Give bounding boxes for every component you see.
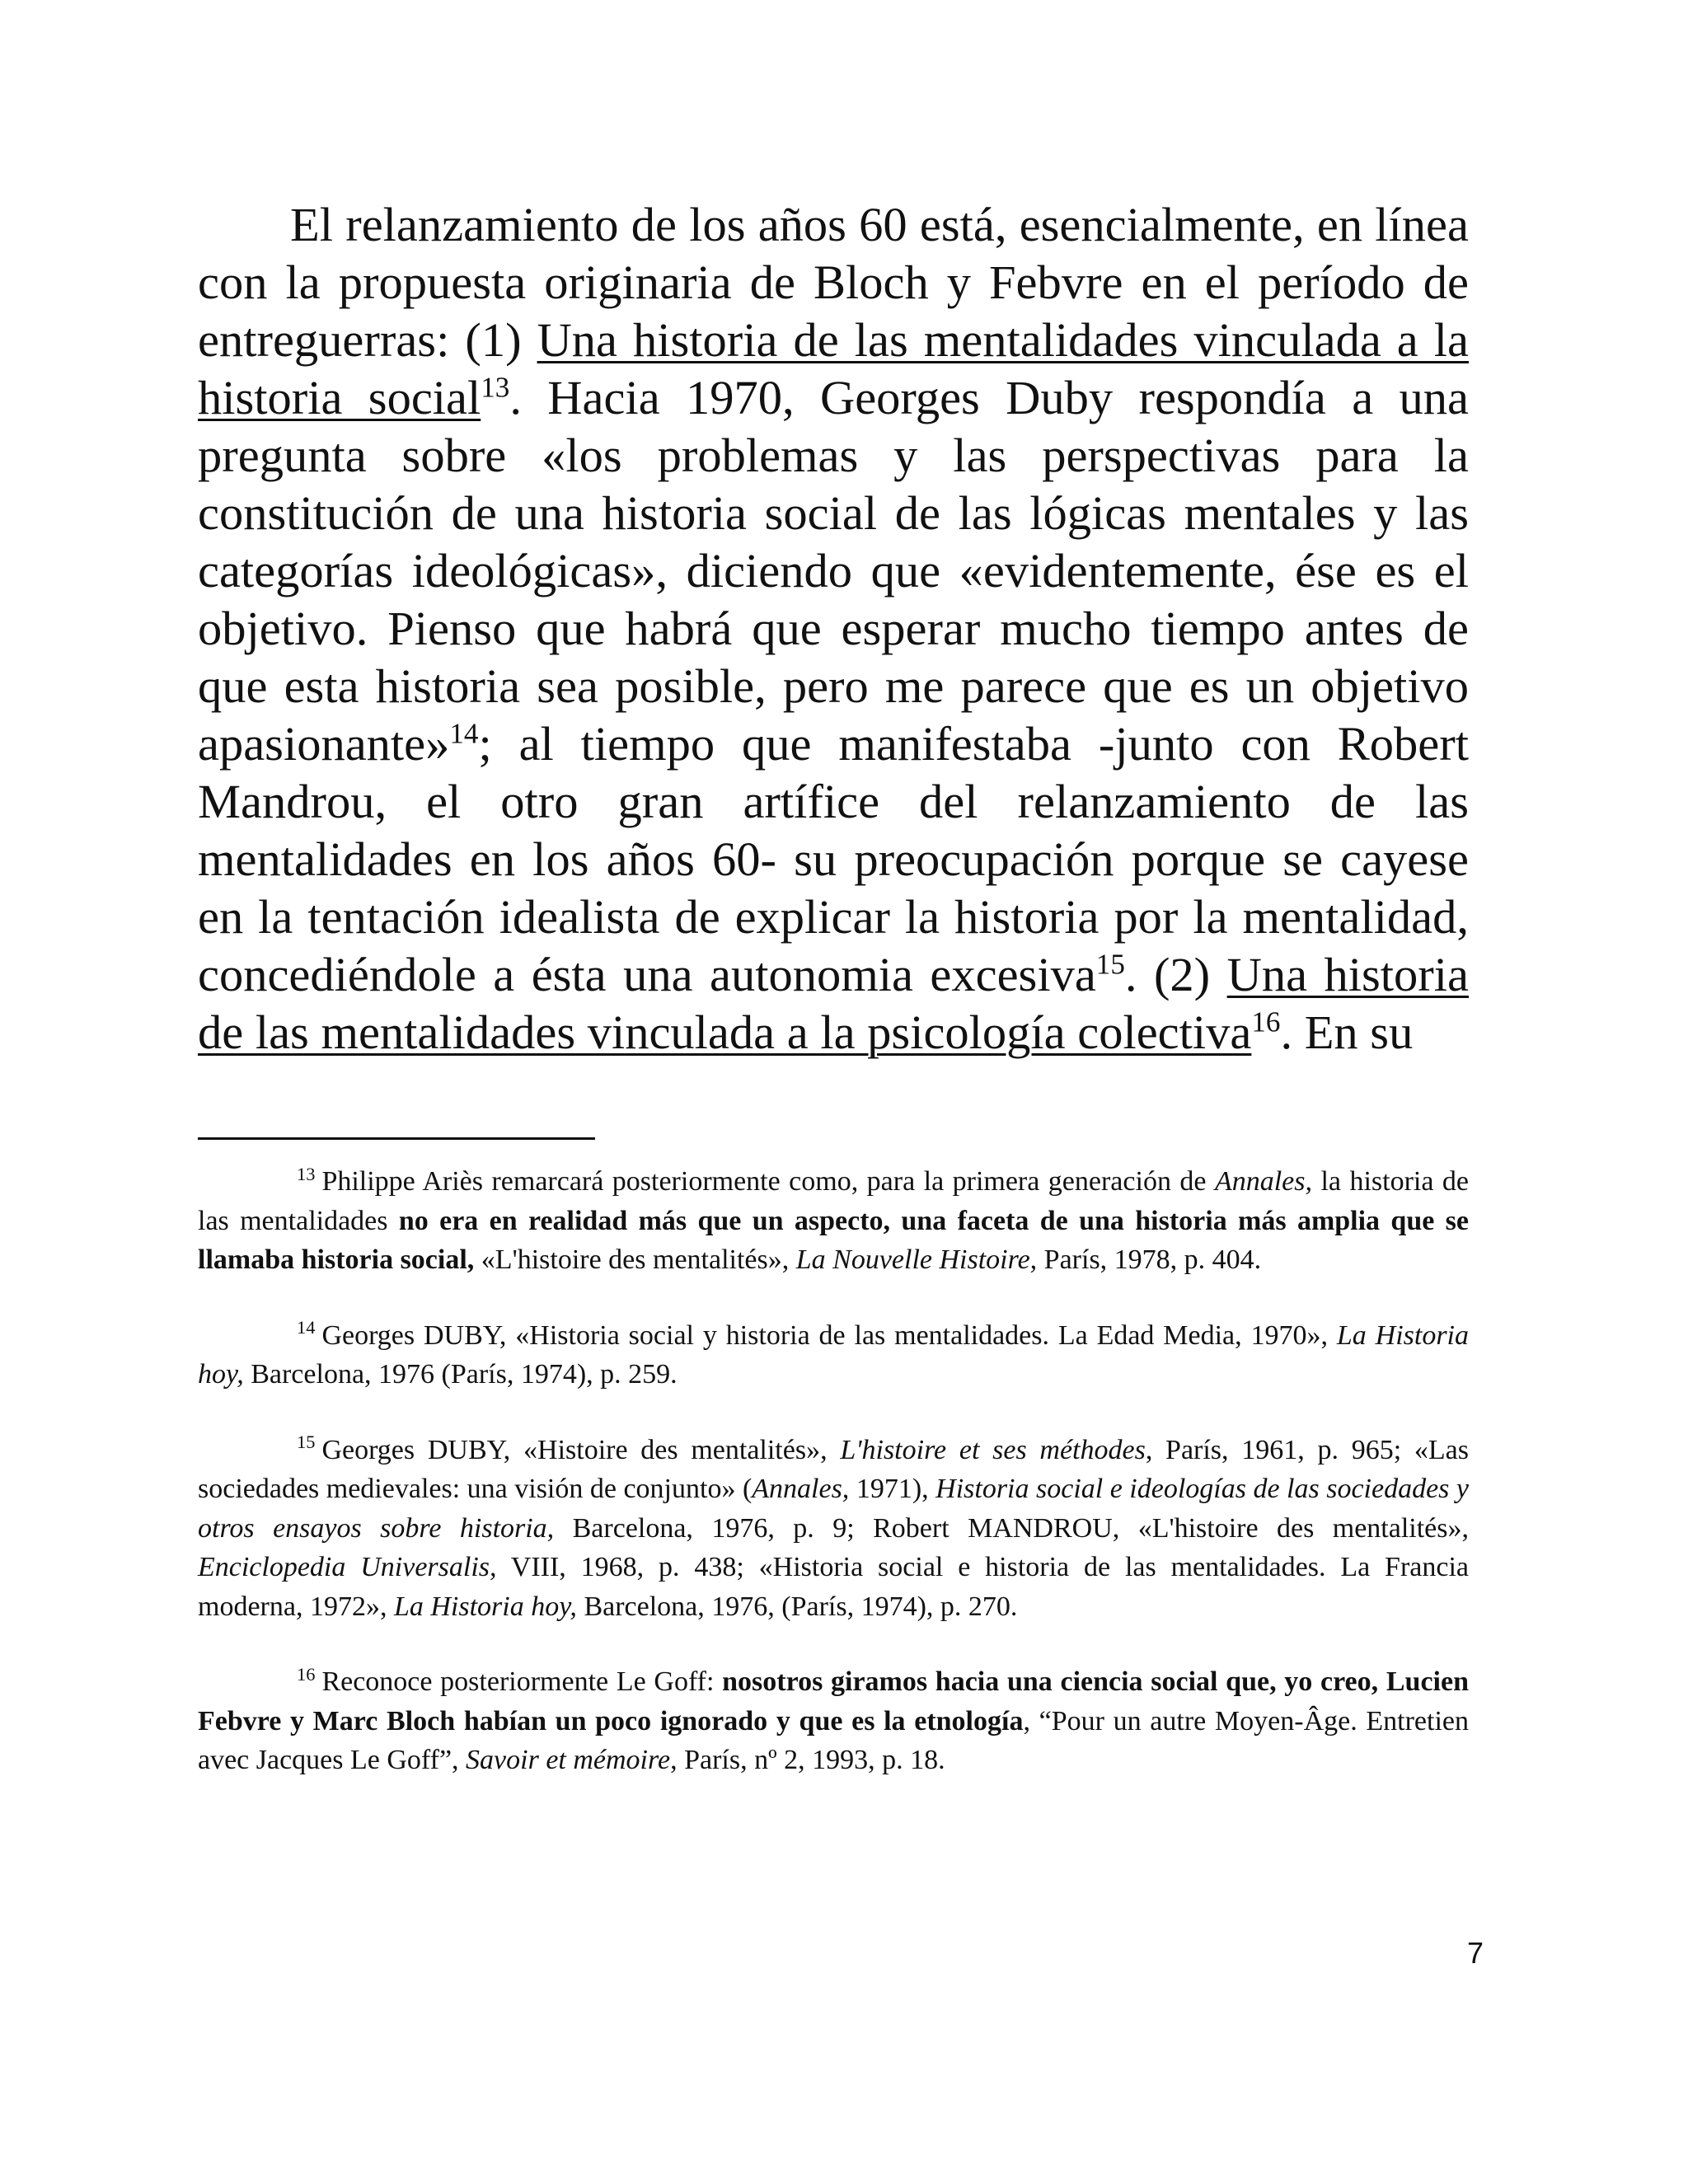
footnote-italic: Annales, <box>1214 1166 1312 1197</box>
footnote-13 <box>198 1162 1469 1280</box>
body-paragraph <box>198 196 1469 1062</box>
body-text-segment: El relanzamiento de los años 60 está, esencialmente, en línea con la propuesta originaria de Bloch y Febvre en el período de entreguerras: (1) <box>198 198 1469 367</box>
footnotes-section <box>198 1162 1469 1816</box>
footnote-text: «L'histoire des mentalités», <box>474 1244 796 1275</box>
footnote-text: VIII, 1968, p. 438; «Historia social e historia de las mentalidades. La Francia moderna, 1972», <box>198 1552 1469 1622</box>
footnote-italic: Enciclopedia Universalis, <box>198 1552 497 1582</box>
footnote-text: Barcelona, 1976, p. 9; Robert MANDROU, «L'histoire des mentalités», <box>554 1512 1469 1544</box>
footnote-text: Philippe Ariès remarcará posteriormente como, para la primera generación de <box>321 1166 1215 1197</box>
footnote-italic: Historia social e ideologías de las sociedades y otros ensayos sobre historia, <box>198 1474 1470 1544</box>
footnote-italic: La Nouvelle Histoire, <box>795 1244 1038 1275</box>
footnote-text: Georges DUBY, «Historia social y historia de las mentalidades. La Edad Media, 1970», <box>321 1319 1337 1351</box>
footnote-italic: Annales, <box>752 1474 850 1504</box>
footnote-text: la historia de las mentalidades <box>198 1166 1469 1236</box>
footnote-text: Georges DUBY, «Histoire des mentalités», <box>321 1434 841 1465</box>
footnote-bold: nosotros giramos hacia una ciencia social que, yo creo, Lucien Febvre y Marc Bloch habían un poco ignorado y que es la etnología <box>198 1666 1469 1736</box>
footnote-bold: no era en realidad más que un aspecto, una faceta de una historia más amplia que se llamaba historia social, <box>198 1205 1469 1275</box>
underlined-phrase-social-history: Una historia de las mentalidades vinculada a la historia social <box>198 313 1469 424</box>
footnote-16 <box>198 1662 1469 1780</box>
page-number: 7 <box>1466 1936 1484 1970</box>
footnote-ref-15[interactable]: 15 <box>1095 948 1125 981</box>
footnote-text: Barcelona, 1976, (París, 1974), p. 270. <box>576 1591 1018 1622</box>
footnote-text: París, 1978, p. 404. <box>1037 1244 1262 1275</box>
underlined-phrase-collective-psychology: Una historia de las mentalidades vinculada a la psicología colectiva <box>198 948 1470 1059</box>
footnote-text: , París, nº 2, 1993, p. 18. <box>670 1745 945 1775</box>
footnote-italic: L'histoire et ses méthodes <box>840 1434 1146 1465</box>
footnote-ref-16[interactable]: 16 <box>1251 1005 1281 1038</box>
footnote-number: 15 <box>297 1432 316 1453</box>
footnote-text: , París, 1961, p. 965; «Las sociedades medievales: una visión de conjunto» ( <box>198 1434 1469 1504</box>
body-text-segment: . Hacia 1970, Georges Duby respondía a una pregunta sobre «los problemas y las perspectivas para la constitución de una historia social de las lógicas mentales y las categorías ideológicas», diciendo que «evidentemente, ése es el objetivo. Pienso que habrá que esperar mucho tiempo antes de que esta historia sea posible, pero me parece que es un objetivo apasionante» <box>198 371 1469 771</box>
footnote-text: Barcelona, 1976 (París, 1974), p. 259. <box>243 1359 678 1390</box>
footnote-italic: La Historia hoy, <box>393 1591 577 1622</box>
footnote-text: 1971), <box>849 1474 936 1504</box>
footnote-15 <box>198 1431 1469 1627</box>
footnote-ref-13[interactable]: 13 <box>481 371 510 404</box>
footnote-14 <box>198 1316 1469 1394</box>
footnote-ref-14[interactable]: 14 <box>449 717 479 750</box>
body-text-segment: ; al tiempo que manifestaba -junto con Robert Mandrou, el otro gran artífice del relanzamiento de las mentalidades en los años 60- su preocupación porque se cayese en la tentación idealista de explicar la historia por la mentalidad, concediéndole a ésta una autonomia excesiva <box>198 717 1469 1001</box>
footnote-italic: Savoir et mémoire <box>466 1745 671 1775</box>
body-text-segment: . (2) <box>1124 948 1227 1001</box>
footnote-number: 16 <box>297 1663 316 1685</box>
footnote-text: , “Pour un autre Moyen-Âge. Entretien avec Jacques Le Goff”, <box>198 1705 1469 1775</box>
footnote-number: 13 <box>297 1163 316 1184</box>
footnote-number: 14 <box>297 1317 316 1338</box>
footnote-text: Reconoce posteriormente Le Goff: <box>321 1666 723 1697</box>
footnote-separator <box>198 1137 595 1140</box>
footnote-italic: La Historia hoy, <box>198 1319 1469 1390</box>
body-text-segment: . En su <box>1280 1005 1414 1059</box>
